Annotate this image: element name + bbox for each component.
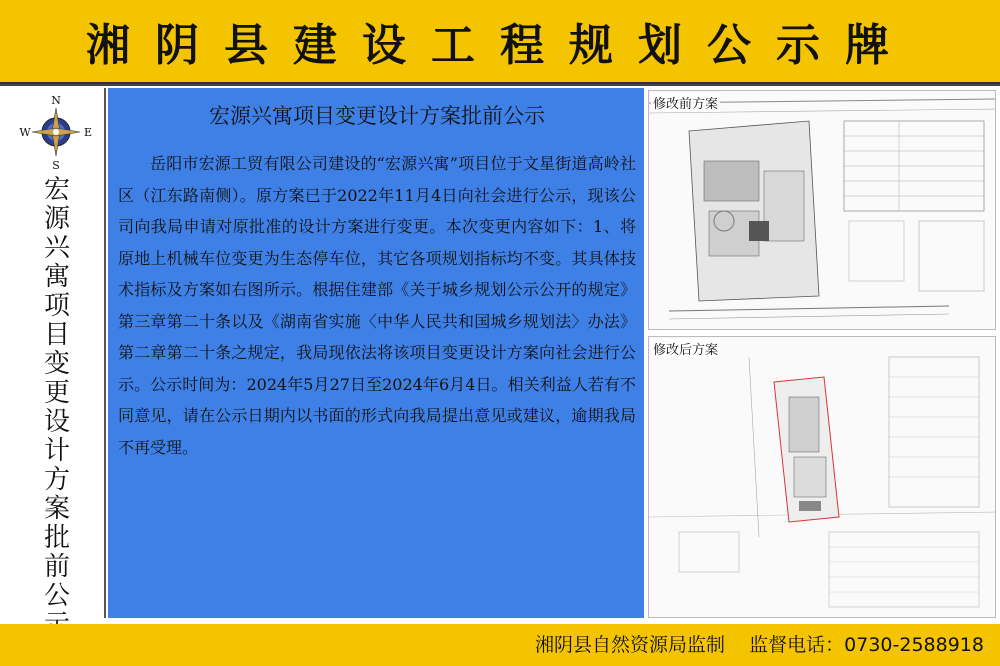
plan-panel [648,88,996,618]
plan-before-drawing [648,90,996,330]
vertical-title: 宏源兴寓项目变更设计方案批前公 [43,175,70,611]
compass-east: E [83,126,93,139]
site-plan-before-image [649,91,996,330]
plan-after-drawing [648,336,996,618]
compass-west: W [19,126,31,139]
plan-before-label: 修改前方案 [651,93,720,112]
board-header [0,0,1000,84]
sidebar [4,88,106,618]
board-footer [0,624,1000,666]
notice-panel [108,88,644,618]
site-plan-after-image [649,337,996,618]
footer-credit: 湘阴县自然资源局监制 监督电话：0730-2588918 [535,634,984,656]
compass-north: N [51,94,61,107]
notice-body: 岳阳市宏源工贸有限公司建设的“宏源兴寓”项目位于文星街道高岭社区（江东路南侧）。原方案已于2022年11月4日向社会进行公示，现该公司向我局申请对原批准的设计方案进行变更。本次变更内容如下：1、将原地上机械车位变更为生态停车位，其它各项规划指标均不变。其具体技术指标及方案如右图所示。根据住建部《关于城乡规划公示公开的规定》第三章第二十条以及《湖南省实施〈中华人民共和国城乡规划法〉办法》第二章第二十条之规定，我局现依法将该项目变更设计方案向社会进行公示。公示时间为：2024年5月27日至2024年6月4日。相关利益人若有不同意见，请在公示日期内以书面的形式向我局提出意见或建议，逾期我局不再受理。 [118,154,636,457]
compass-south: S [52,159,60,170]
board-title: 湘阴县建设工程规划公示牌 [86,20,914,71]
compass-icon [16,94,96,170]
plan-after-label: 修改后方案 [651,339,720,358]
notice-title: 宏源兴寓项目变更设计方案批前公示 [209,104,545,128]
